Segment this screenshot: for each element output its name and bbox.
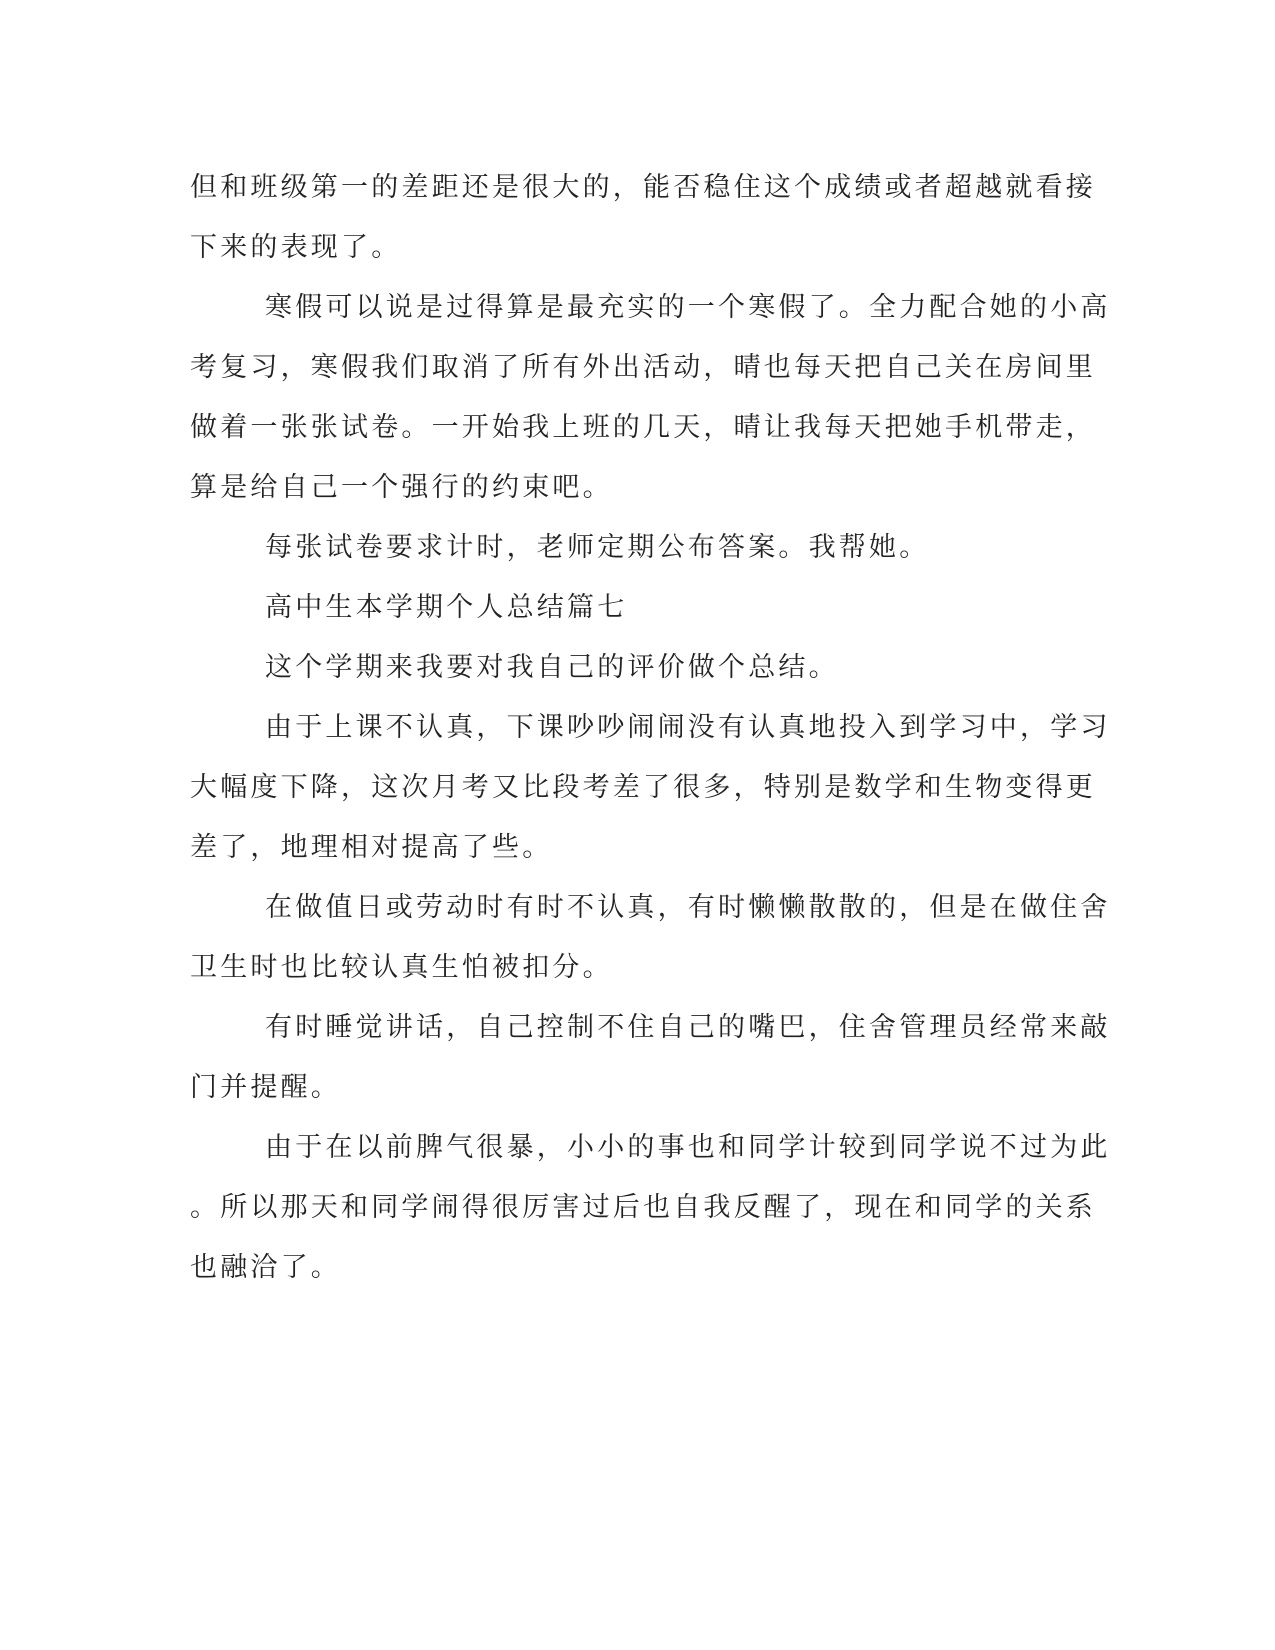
document-body <box>190 158 1111 1298</box>
text-line: 这个学期来我要对我自己的评价做个总结。 <box>265 652 839 683</box>
text-line: 有时睡觉讲话，自己控制不住自己的嘴巴，住舍管理员经常来敲 <box>265 1012 1111 1043</box>
text-line: 算是给自己一个强行的约束吧。 <box>190 472 613 503</box>
text-line: 下来的表现了。 <box>190 232 402 263</box>
text-line: 考复习，寒假我们取消了所有外出活动，晴也每天把自己关在房间里 <box>190 352 1096 383</box>
text-line: 但和班级第一的差距还是很大的，能否稳住这个成绩或者超越就看接 <box>190 172 1096 203</box>
text-line: 由于在以前脾气很暴，小小的事也和同学计较到同学说不过为此 <box>265 1132 1111 1163</box>
text-line: 寒假可以说是过得算是最充实的一个寒假了。全力配合她的小高 <box>265 292 1111 323</box>
text-line: 大幅度下降，这次月考又比段考差了很多，特别是数学和生物变得更 <box>190 772 1096 803</box>
text-line: 做着一张张试卷。一开始我上班的几天，晴让我每天把她手机带走， <box>190 412 1096 443</box>
text-line: 卫生时也比较认真生怕被扣分。 <box>190 952 613 983</box>
text-line: 也融洽了。 <box>190 1252 341 1283</box>
text-line: 门并提醒。 <box>190 1072 341 1103</box>
text-line: 差了，地理相对提高了些。 <box>190 832 553 863</box>
text-line: 每张试卷要求计时，老师定期公布答案。我帮她。 <box>265 532 930 563</box>
text-line: 由于上课不认真，下课吵吵闹闹没有认真地投入到学习中，学习 <box>265 712 1111 743</box>
section-heading: 高中生本学期个人总结篇七 <box>265 592 628 623</box>
text-line: 在做值日或劳动时有时不认真，有时懒懒散散的，但是在做住舍 <box>265 892 1111 923</box>
text-line: 。所以那天和同学闹得很厉害过后也自我反醒了，现在和同学的关系 <box>190 1192 1096 1223</box>
